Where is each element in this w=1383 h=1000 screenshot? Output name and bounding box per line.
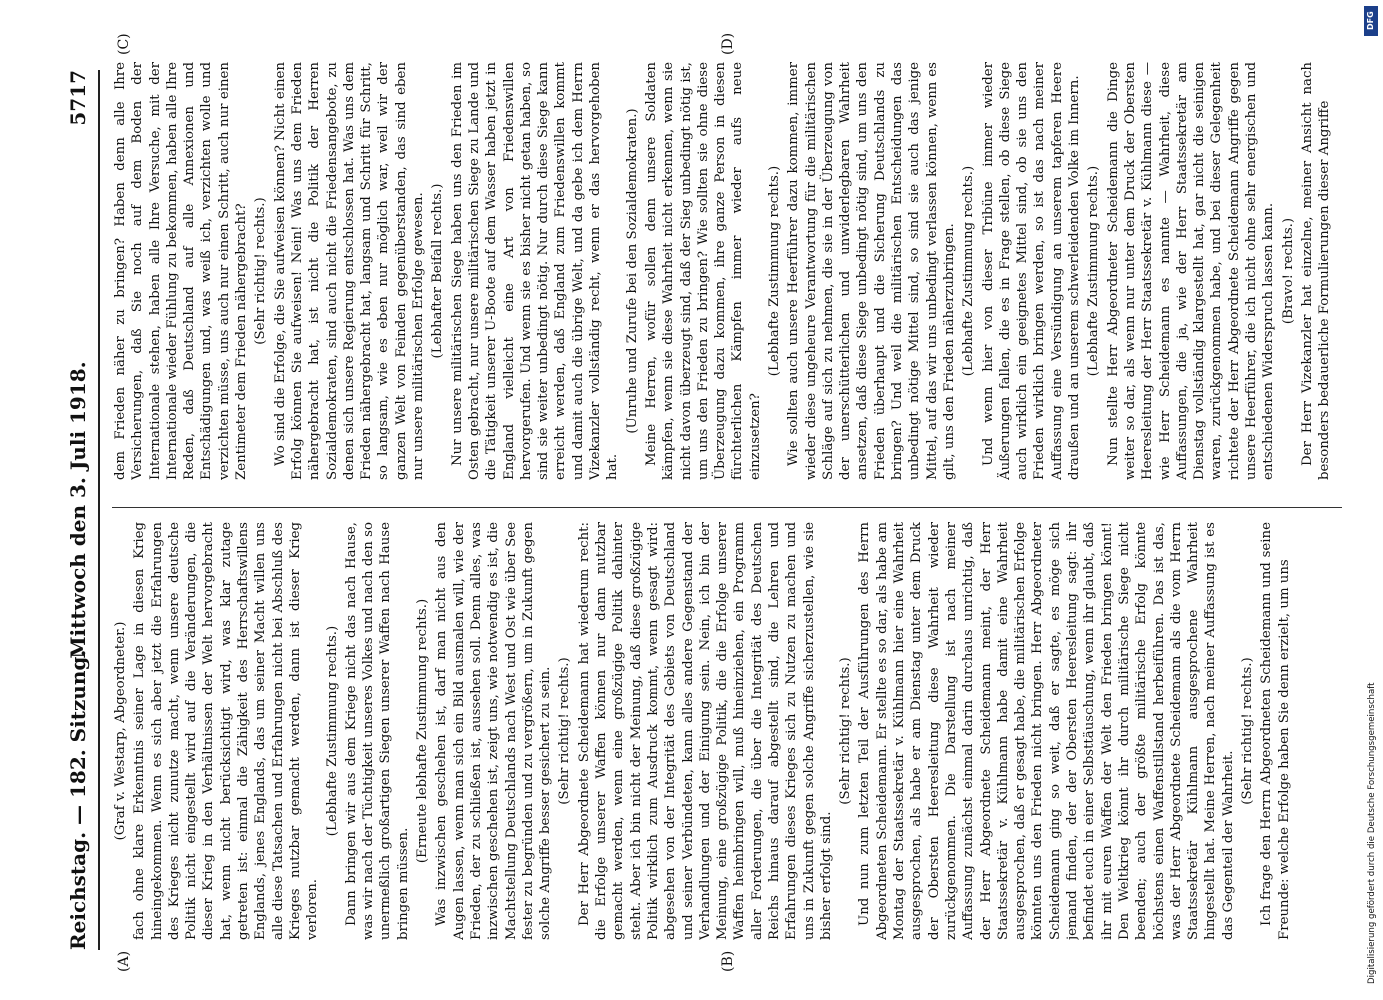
margin-marker-a: (A) (116, 950, 132, 972)
left-column (112, 522, 1342, 940)
interjection: (Bravo! rechts.) (1280, 217, 1296, 325)
column-divider (112, 507, 1342, 508)
paragraph: Meine Herren, wofür sollen denn unsere Soldaten kämpfen, wenn sie diese Wahrheit nicht erkennen, wenn sie nicht davon überzeugt sind, daß der Sieg unbedingt nötig ist, um uns den Frieden zu bringen? Wie sollten sie ohne diese Überzeugung dazu kommen, ihre ganze Person in diesen fürchterlichen Kämpfen immer wieder aufs neue einzusetzen? (643, 62, 763, 480)
speaker-line: (Graf v. Westarp, Abgeordneter.) (113, 621, 128, 841)
paragraph: Was inzwischen geschehen ist, darf man nicht aus den Augen lassen, wenn man sich ein Bild ausmalen will, wie der Frieden, der zu schließen ist, aussehen soll. Denn alles, was inzwischen geschehen ist, zeigt uns, wie notwendig es ist, die Machtstellung Deutschlands nach West und Ost wie über See fester zu begründen und zu vergrößern, um in Zukunft gegen solche Angriffe besser gesichert zu sein. (434, 522, 554, 940)
paragraph: Der Herr Abgeordnete Scheidemann hat wiederum recht: die Erfolge unserer Waffen können nur dann nutzbar gemacht werden, wenn eine großzügige Politik dahinter steht. Aber ich bin nicht der Meinung, daß diese großzügige Politik wirklich zum Ausdruck kommt, wenn gesagt wird: abgesehen von der Integrität des Gebiets von Deutschland und seiner Verbündeten, kann alles andere Gegenstand der Verhandlungen und der Einigung sein. Nein, ich bin der Meinung, eine großzügige Politik, die die Erfolge unserer Waffen heimbringen will, muß hineinziehen, ein Programm aller Forderungen, die über die Integrität des Deutschen Reichs hinaus darauf abgestellt sind, die Lehren und Erfahrungen dieses Krieges sich zu Nutzen zu machen und uns in Zukunft gegen solche Angriffe sicherzustellen, wie sie bisher erfolgt sind. (576, 522, 834, 940)
page-header (60, 70, 100, 950)
interjection: (Lebhafte Zustimmung rechts.) (961, 165, 977, 377)
interjection: (Unruhe und Zurufe bei den Sozialdemokraten.) (624, 108, 640, 434)
paragraph: Wie sollten auch unsere Heerführer dazu kommen, immer wieder diese ungeheure Verantwortung für die militärischen Schläge auf sich zu nehmen, die sie in der Überzeugung von der unerschütterlichen und unwiderlegbaren Wahrheit ansetzen, daß diese Siege unbedingt nötig sind, um uns den Frieden überhaupt und die Sicherung Deutschlands zu bringen? Und weil die militärischen Entscheidungen das unbedingt nötige Mittel sind, so sind sie auch das jenige Mittel, auf das wir uns unbedingt verlassen können, wenn es gilt, uns den Frieden näherzubringen. (786, 62, 957, 480)
interjection: (Lebhafter Beifall rechts.) (430, 183, 446, 359)
paragraph: Ich frage den Herrn Abgeordneten Scheidemann und seine Freunde: welche Erfolge haben Sie denn erzielt, um uns (1259, 522, 1292, 940)
interjection: (Sehr richtig! rechts.) (253, 197, 269, 345)
margin-marker-d: (D) (720, 32, 736, 55)
paragraph: Wo sind die Erfolge, die Sie aufweisen können? Nicht einen Erfolg können Sie aufweisen! Nein! Was uns dem Frieden nähergebracht hat, ist nicht die Politik der Herren Sozialdemokraten, sind auch nicht die Friedensangebote, zu denen sich unsere Regierung entschlossen hat. Was uns dem Frieden nähergebracht hat, langsam und Schritt für Schritt, so langsam, wie es eben nur möglich war, weil wir der ganzen Welt von Feinden gegenüberstanden, das sind eben nur unsere militärischen Erfolge gewesen. (272, 62, 427, 480)
paragraph: Nun stellte Herr Abgeordneter Scheidemann die Dinge weiter so dar, als wenn nur unter dem Druck der Obersten Heeresleitung der Herr Staatssekretär v. Kühlmann diese — wie Herr Scheidemann es nannte — Wahrheit, diese Auffassungen, die ja, wie der Herr Staatssekretär am Dienstag vollständig klargestellt hat, gar nicht die seinigen waren, zurückgenommen habe, und bei dieser Gelegenheit richtete der Herr Abgeordnete Scheidemann Angriffe gegen unsere Heerführer, die ich nicht ohne sehr energischen und entschiedenen Widerspruch lassen kann. (1105, 62, 1277, 480)
paragraph: Und wenn hier von dieser Tribüne immer wieder Äußerungen fallen, die es in Frage stellen, ob diese Siege auch wirklich ein geeignetes Mittel sind, ob sie uns den Frieden wirklich bringen werden, so ist das nach meiner Auffassung eine Versündigung an unserem tapferen Heere draußen und an unserem schwerleidenden Volke im Innern. (980, 62, 1083, 480)
interjection: (Lebhafte Zustimmung rechts.) (766, 165, 782, 377)
paragraph: Nur unsere militärischen Siege haben uns den Frieden im Osten gebracht, nur unsere militärischen Siege zu Lande und die Tätigkeit unserer U-Boote auf dem Wasser haben jetzt in England vielleicht eine Art von Friedenswillen hervorgerufen. Und wenn sie es bisher nicht getan haben, so sind sie weiter unbedingt nötig. Nur durch diese Siege kann erreicht werden, daß England zum Friedenswillen kommt und damit auch die übrige Welt, und da gebe ich dem Herrn Vizekanzler vollständig recht, wenn er das hervorgehoben hat. (449, 62, 621, 480)
margin-marker-b: (B) (720, 950, 736, 972)
header-date: Mittwoch den 3. Juli 1918. (66, 361, 90, 659)
header-session-title: Reichstag. — 182. Sitzung. (66, 649, 90, 950)
interjection: (Sehr richtig! rechts.) (838, 657, 854, 805)
interjection: (Lebhafte Zustimmung rechts.) (324, 625, 340, 837)
right-column (112, 62, 1342, 480)
dfg-logo: DFG (1364, 6, 1378, 36)
interjection: (Sehr richtig! rechts.) (1240, 657, 1255, 805)
digitization-credit: Digitalisierung gefördert durch die Deutsche Forschungsgemeinschaft (1367, 682, 1377, 984)
interjection: (Lebhafte Zustimmung rechts.) (1086, 165, 1102, 377)
paragraph: fach ohne klare Erkenntnis seiner Lage in diesen Krieg hineingekommen. Wenn es sich aber jetzt die Erfahrungen des Krieges nicht zunutze macht, wenn unsere deutsche Politik nicht eingestellt wird auf die Veränderungen, die dieser Krieg in den Verhältnissen der Welt hervorgebracht hat, wenn nicht berücksichtigt wird, was klar zutage getreten ist: einmal die Zähigkeit des Herrschaftswillens Englands, jenes Englands, das um seiner Macht willen uns alle diese Tatsachen und Erfahrungen nicht bei Abschluß des Krieges nutzbar gemacht werden, dann ist dieser Krieg verloren. (132, 522, 321, 940)
paragraph: Und nun zum letzten Teil der Ausführungen des Herrn Abgeordneten Scheidemann. Er stellte es so dar, als habe am Montag der Staatssekretär v. Kühlmann hier eine Wahrheit ausgesprochen, als habe er am Dienstag unter dem Druck der Obersten Heeresleitung diese Wahrheit wieder zurückgenommen. Die Darstellung ist nach meiner Auffassung zunächst einmal darin durchaus unrichtig, daß der Herr Abgeordnete Scheidemann meint, der Herr Staatssekretär v. Kühlmann habe damit eine Wahrheit ausgesprochen, daß er gesagt habe, die militärischen Erfolge könnten uns den Frieden nicht bringen. Herr Abgeordneter Scheidemann ging so weit, daß er sagte, es möge sich jemand finden, der der Obersten Heeresleitung sagt: ihr befindet euch in einer Selbsttäuschung, wenn ihr glaubt, daß ihr mit euren Waffen der Welt den Frieden bringen könnt! Den Weltkrieg könnt ihr durch militärische Siege nicht beenden; auch der größte militärische Erfolg könnte höchstens einen Waffenstillstand herbeiführen. Das ist das, was der Herr Abgeordnete Scheidemann als die vom Herrn Staatssekretär Kühlmann ausgesprochene Wahrheit hingestellt hat. Meine Herren, nach meiner Auffassung ist es das Gegenteil der Wahrheit. (857, 522, 1236, 940)
interjection: (Erneute lebhafte Zustimmung rechts.) (415, 598, 431, 864)
page-number: 5717 (66, 70, 90, 126)
paragraph: Dann bringen wir aus dem Kriege nicht das nach Hause, was wir nach der Tüchtigkeit unseres Volkes und nach den so unermeßlich großartigen Siegen unserer Waffen nach Hause bringen müssen. (343, 522, 411, 940)
paragraph: Der Herr Vizekanzler hat einzelne, meiner Ansicht nach besonders bedauerliche Formulierungen dieser Angriffe (1299, 62, 1333, 480)
paragraph: dem Frieden näher zu bringen? Haben denn alle Ihre Versicherungen, daß Sie noch auf dem Boden der Internationale stehen, haben alle Ihre Versuche, mit der Internationale wieder Fühlung zu bekommen, haben alle Ihre Reden, daß Deutschland auf alle Annexionen und Entschädigungen und, was weiß ich, verzichten wolle und verzichten müsse, uns auch nur einen Schritt, auch nur einen Zentimeter dem Frieden nähergebracht? (113, 62, 250, 480)
interjection: (Sehr richtig! rechts.) (557, 657, 573, 805)
margin-marker-c: (C) (116, 33, 132, 55)
